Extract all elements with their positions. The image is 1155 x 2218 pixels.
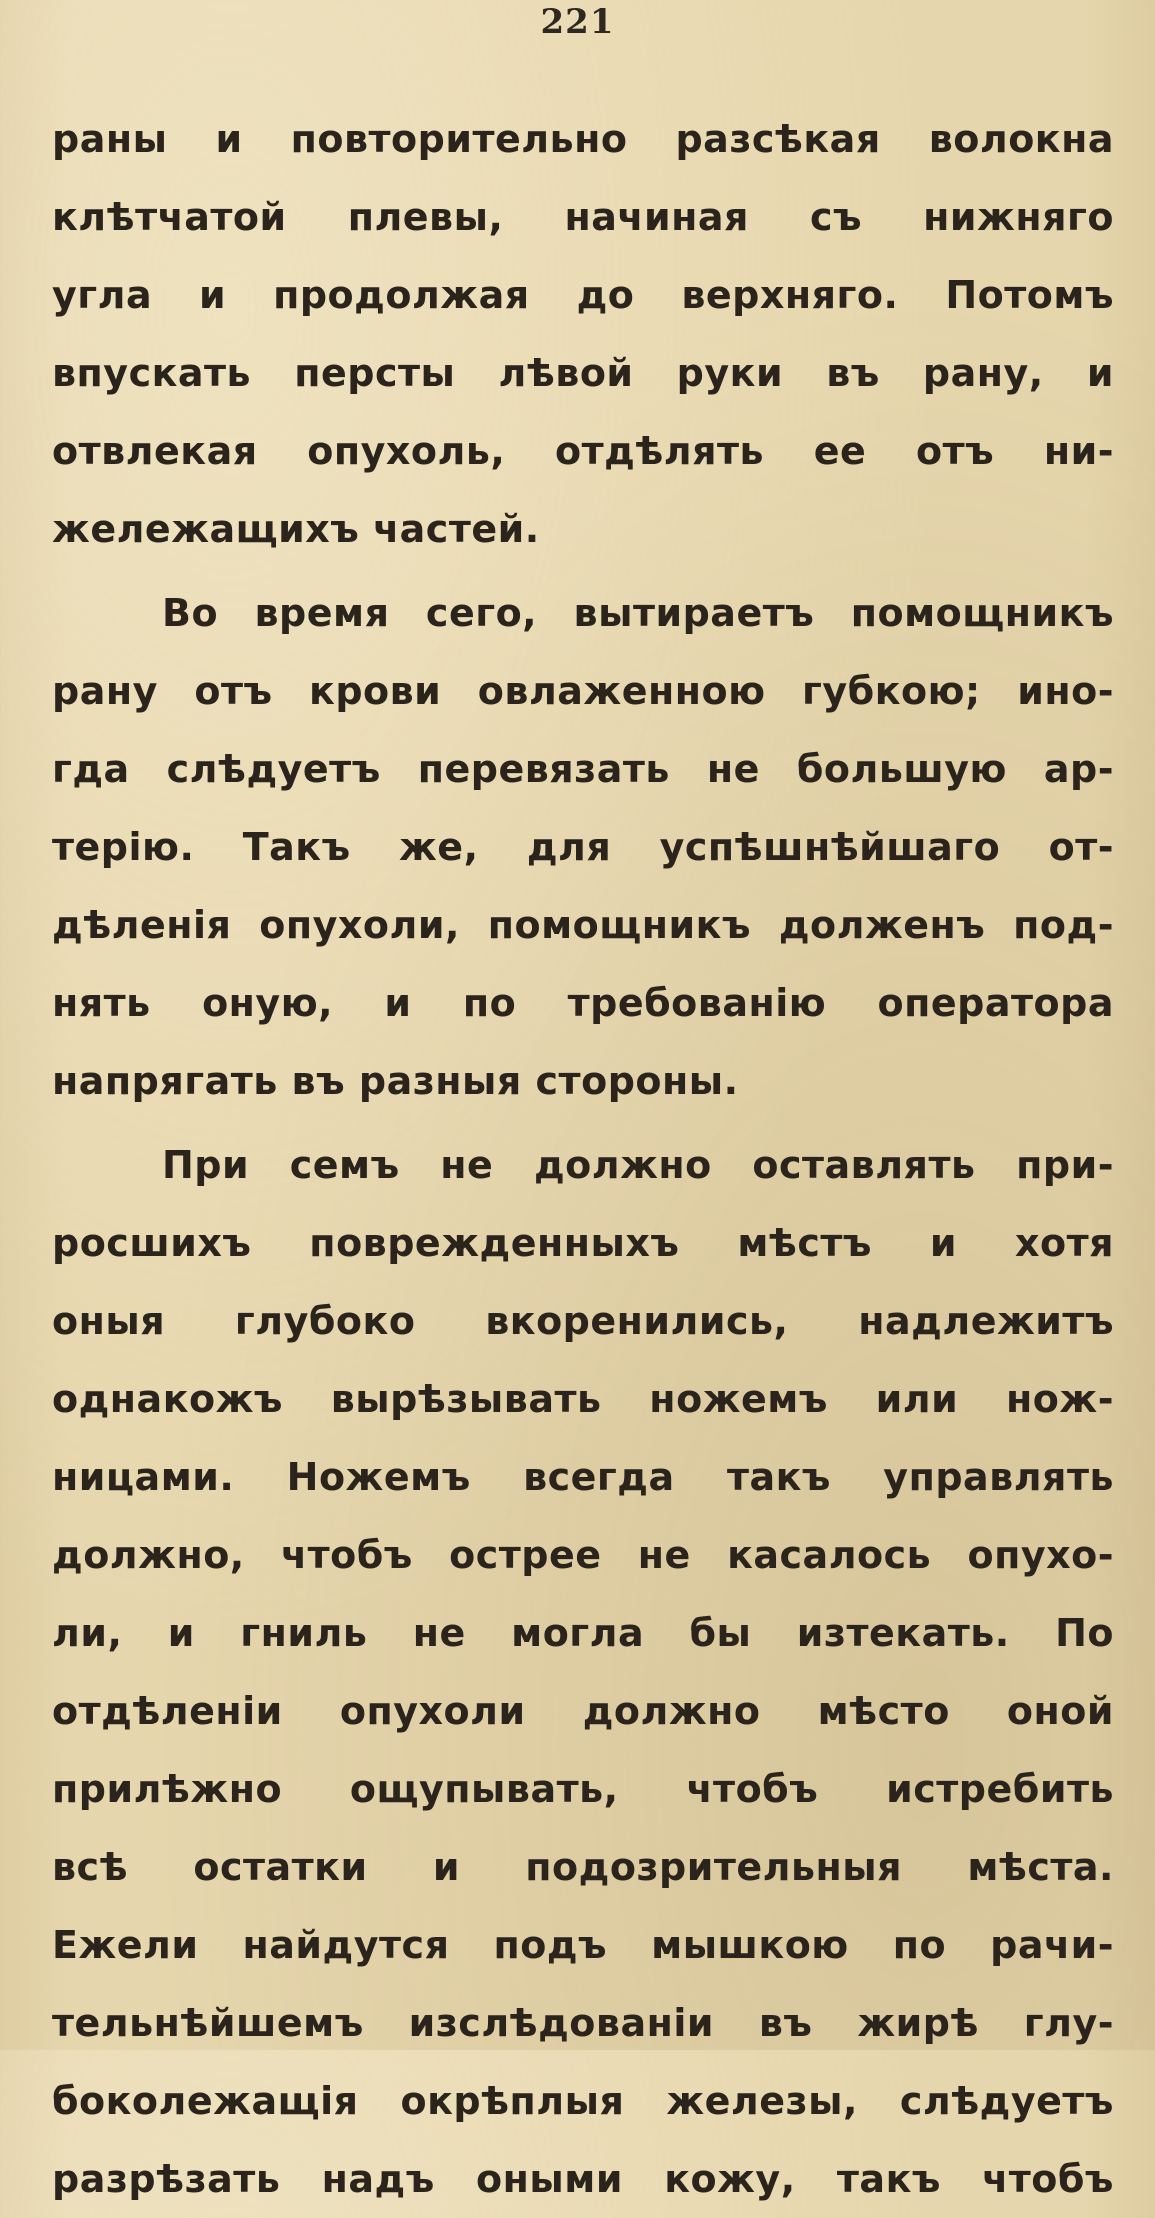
text-line: Во время сего, вытираетъ помощникъ [162, 591, 1114, 635]
text-line: рану отъ крови овлаженною губкою; ино- [52, 669, 1114, 713]
text-line: При семъ не должно оставлять при- [162, 1143, 1114, 1187]
text-line: ницами. Ножемъ всегда такъ управлять [52, 1455, 1114, 1499]
text-line: впускать персты лѣвой руки въ рану, и [52, 351, 1114, 395]
text-line: жележащихъ частей. [52, 507, 540, 551]
text-line: напрягать въ разныя стороны. [52, 1059, 739, 1103]
text-line: ли, и гниль не могла бы изтекать. По [52, 1611, 1114, 1655]
text-line: отдѣленіи опухоли должно мѣсто оной [52, 1689, 1114, 1733]
paragraph-3 [52, 1126, 1114, 2218]
text-line: росшихъ поврежденныхъ мѣстъ и хотя [52, 1221, 1114, 1265]
paragraph-2 [52, 574, 1114, 1120]
text-line: тельнѣйшемъ изслѣдованіи въ жирѣ глу- [52, 2001, 1114, 2045]
text-line: должно, чтобъ острее не касалось опухо- [52, 1533, 1114, 1577]
text-line: Ежели найдутся подъ мышкою по рачи- [52, 1923, 1114, 1967]
body-text [52, 100, 1114, 2218]
page-number: 221 [540, 2, 615, 42]
text-line: угла и продолжая до верхняго. Потомъ [52, 273, 1114, 317]
paragraph-1 [52, 100, 1114, 568]
text-line: дѣленія опухоли, помощникъ долженъ под- [52, 903, 1114, 947]
text-line: всѣ остатки и подозрительныя мѣста. [52, 1845, 1114, 1889]
text-line: терію. Такъ же, для успѣшнѣйшаго от- [52, 825, 1114, 869]
text-line: прилѣжно ощупывать, чтобъ истребить [52, 1767, 1114, 1811]
text-line: нять оную, и по требованію оператора [52, 981, 1114, 1025]
text-line: оныя глубоко вкоренились, надлежитъ [52, 1299, 1114, 1343]
text-line: отвлекая опухоль, отдѣлять ее отъ ни- [52, 429, 1114, 473]
text-line: однакожъ вырѣзывать ножемъ или нож- [52, 1377, 1114, 1421]
text-line: гда слѣдуетъ перевязать не большую ар- [52, 747, 1114, 791]
text-line: клѣтчатой плевы, начиная съ нижняго [52, 195, 1114, 239]
text-line: разрѣзать надъ оными кожу, такъ чтобъ [52, 2157, 1114, 2201]
text-line: раны и повторительно разсѣкая волокна [52, 117, 1114, 161]
text-line: боколежащія окрѣплыя железы, слѣдуетъ [52, 2079, 1114, 2123]
